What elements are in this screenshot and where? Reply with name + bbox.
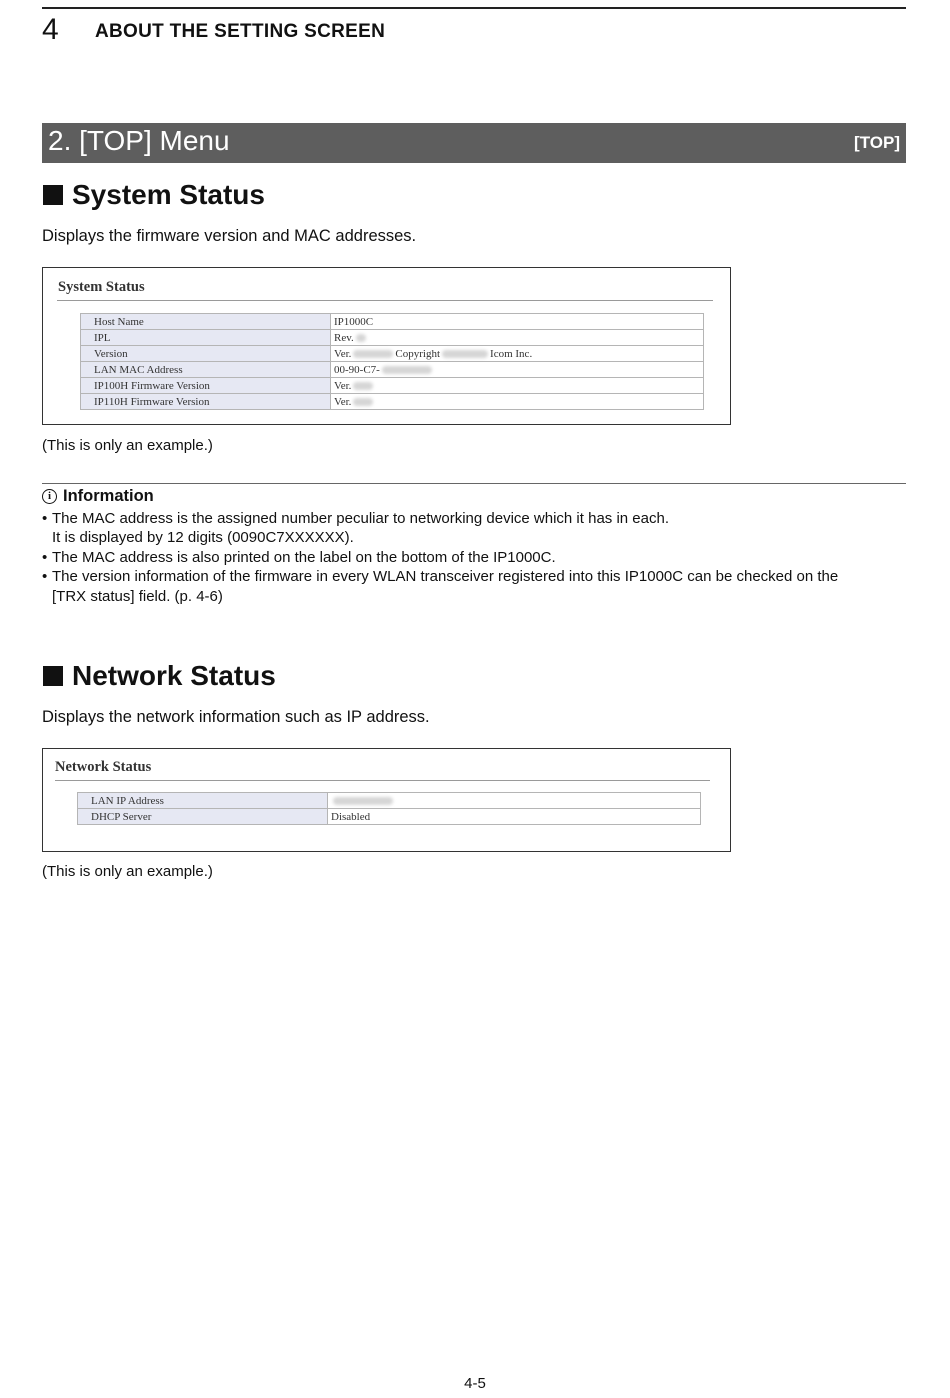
square-bullet-icon (43, 185, 63, 205)
row-value-text: Rev. (334, 331, 354, 344)
panel-divider (55, 780, 710, 781)
row-value-text: 00-90-C7- (334, 363, 380, 376)
table-row (81, 378, 704, 394)
bullet: • (42, 510, 48, 527)
row-value-text: Ver. (334, 379, 352, 392)
list-item-line: The version information of the firmware in every WLAN transceiver registered into this IP1000C can be checked on the (52, 568, 839, 586)
menu-section-title: 2. [TOP] Menu (48, 125, 230, 156)
information-list (42, 509, 906, 606)
list-item-line: The MAC address is the assigned number peculiar to networking device which it has in each. (52, 510, 669, 527)
row-label: Host Name (81, 314, 331, 330)
row-value (328, 809, 701, 825)
table-row (78, 793, 701, 809)
network-status-table (77, 792, 701, 825)
system-status-heading-text: System Status (72, 179, 265, 210)
chapter-title: ABOUT THE SETTING SCREEN (95, 21, 386, 42)
network-status-heading-text: Network Status (72, 660, 276, 691)
square-bullet-icon (43, 666, 63, 686)
row-value (331, 378, 704, 394)
row-label: LAN IP Address (78, 793, 328, 809)
redacted-value (353, 382, 373, 390)
information-rule (42, 483, 906, 484)
row-value-text: Ver. (334, 347, 352, 360)
table-row (81, 394, 704, 410)
table-row (81, 346, 704, 362)
row-value (331, 314, 704, 330)
row-label: IP100H Firmware Version (81, 378, 331, 394)
list-item (42, 548, 906, 567)
system-status-example-note: (This is only an example.) (42, 437, 213, 454)
row-value-text: Ver. (334, 395, 352, 408)
row-value-text: Disabled (331, 810, 371, 823)
network-status-screenshot (42, 748, 731, 852)
bullet: • (42, 548, 48, 566)
row-label: IP110H Firmware Version (81, 394, 331, 410)
network-status-description: Displays the network information such as IP address. (42, 708, 430, 726)
redacted-value (442, 350, 488, 358)
table-row (78, 809, 701, 825)
network-status-panel-title: Network Status (55, 759, 152, 775)
system-status-heading (42, 178, 265, 212)
row-label: Version (81, 346, 331, 362)
menu-section-tag: [TOP] (854, 133, 900, 152)
row-label: DHCP Server (78, 809, 328, 825)
system-status-table (80, 313, 704, 410)
list-item (42, 509, 906, 548)
row-value-copyright: Copyright (395, 347, 441, 360)
network-status-example-note: (This is only an example.) (42, 863, 213, 880)
information-heading (42, 487, 154, 506)
redacted-value (333, 797, 393, 805)
system-status-screenshot (42, 267, 731, 425)
row-label: IPL (81, 330, 331, 346)
system-status-panel-title: System Status (58, 279, 145, 295)
header-rule (42, 7, 906, 9)
list-item (42, 567, 906, 606)
network-status-heading (42, 659, 276, 693)
info-circle-icon: i (42, 489, 57, 504)
row-value (331, 330, 704, 346)
panel-divider (57, 300, 713, 301)
page-number: 4-5 (464, 1375, 486, 1392)
row-value-company: Icom Inc. (490, 347, 533, 360)
list-item-line: [TRX status] field. (p. 4-6) (52, 587, 223, 605)
system-status-description: Displays the firmware version and MAC addresses. (42, 227, 417, 245)
row-value-text: IP1000C (334, 315, 374, 328)
chapter-number: 4 (42, 13, 59, 46)
row-value (331, 346, 704, 362)
table-row (81, 362, 704, 378)
row-value (328, 793, 701, 809)
redacted-value (353, 398, 373, 406)
row-value (331, 362, 704, 378)
table-row (81, 330, 704, 346)
menu-section-bar (42, 123, 906, 163)
row-value (331, 394, 704, 410)
list-item-line: It is displayed by 12 digits (0090C7XXXXXX). (52, 529, 354, 547)
redacted-value (353, 350, 393, 358)
bullet: • (42, 568, 48, 586)
table-row (81, 314, 704, 330)
redacted-value (382, 366, 432, 374)
row-label: LAN MAC Address (81, 362, 331, 378)
list-item-line: The MAC address is also printed on the label on the bottom of the IP1000C. (52, 548, 556, 566)
information-heading-text: Information (63, 487, 154, 505)
redacted-value (356, 334, 366, 342)
